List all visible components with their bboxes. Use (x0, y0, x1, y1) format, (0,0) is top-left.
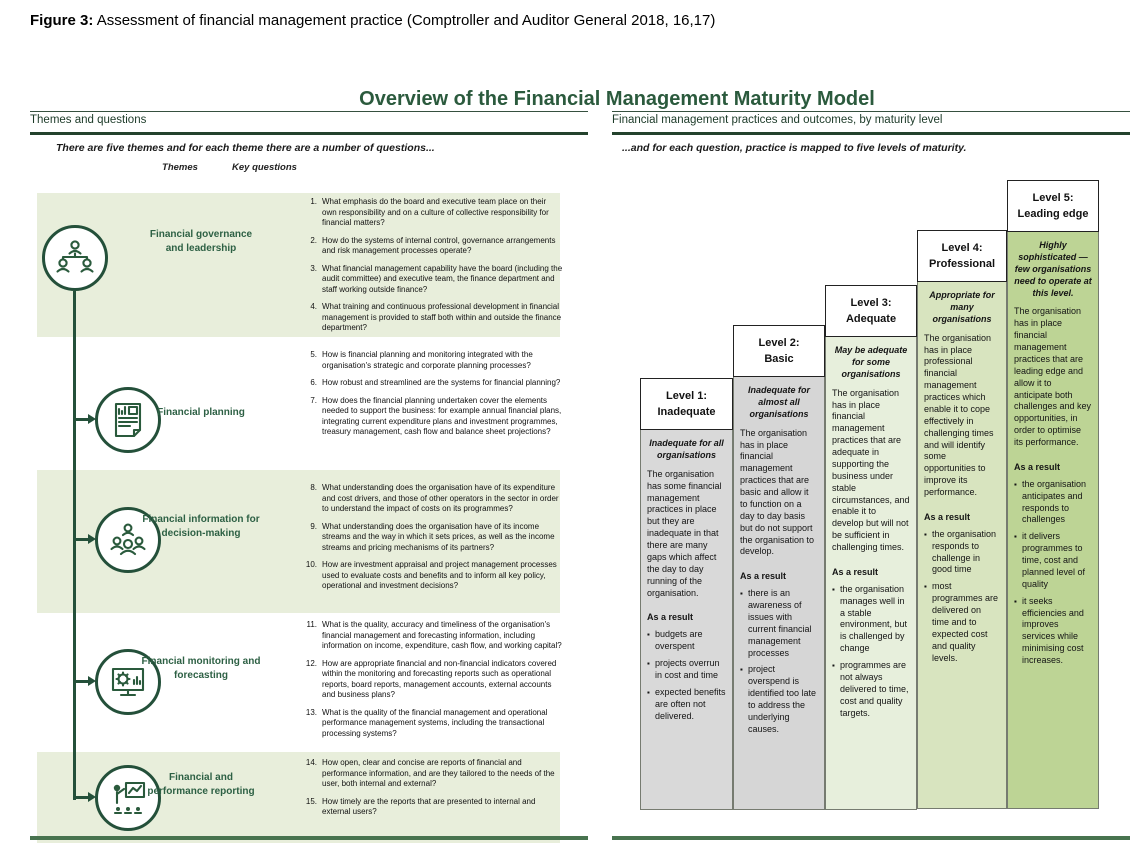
level-5-header (1007, 180, 1099, 232)
level-4-description: The organisation has in place professional financial management practices which enable it to cope effectively in challenging times and will identify some opportunities to improve its performance. (924, 332, 994, 497)
level-2-result: ▪ there is an awareness of issues with current financial management processes (740, 588, 818, 659)
connector-branch (75, 418, 89, 421)
financial-report-icon (106, 398, 150, 442)
level-2-suitability: Inadequate for almost all organisations (747, 385, 810, 419)
level-1-result: ▪ budgets are overspent (647, 629, 726, 653)
figure-title: Overview of the Financial Management Maturity Model (359, 88, 875, 110)
level-1-result: ▪ expected benefits are often not delivered. (647, 687, 726, 723)
right-panel-thick-rule (612, 132, 1130, 135)
question-item: 6. How robust and streamlined are the systems for financial planning? (310, 378, 561, 388)
question-list-planning (301, 350, 563, 445)
key-questions-column-header: Key questions (232, 162, 297, 173)
level-1-result-label: As a result (647, 612, 694, 623)
level-1-description: The organisation has some financial management practices in place but they are inadequate in that there are many gaps which affect the day to day running of the organisation. (647, 468, 722, 598)
level-2-name: Basic (764, 353, 794, 365)
level-3-body (825, 337, 917, 810)
level-4-name: Professional (928, 258, 996, 270)
left-panel-label: Themes and questions (30, 114, 147, 126)
level-1-header (640, 378, 733, 430)
level-5-number: Level 5: (1032, 192, 1074, 204)
right-panel-label: Financial management practices and outcomes, by maturity level (612, 114, 943, 126)
maturity-level-1-column (640, 378, 733, 810)
themes-column-header: Themes (162, 162, 198, 173)
connector-branch (75, 796, 89, 799)
question-item: 7. How does the financial planning undertaken cover the elements needed to support the business: for example annual financial plans, integrating current expenditure plans and investment programmes, treasury management, cash flow and balance sheet projections? (310, 395, 562, 437)
question-item: 11. What is the quality, accuracy and timeliness of the organisation's financial management and forecasting information, including information on income, expenditure, cash flow, and working capital? (306, 620, 562, 651)
question-item: 1. What emphasis do the board and executive team place on their own responsibility and on a culture of collective responsibility for financial matters? (310, 197, 549, 228)
question-item: 2. How do the systems of internal control, governance arrangements and risk management processes operate? (310, 235, 556, 256)
level-3-suitability: May be adequate for some organisations (834, 345, 908, 379)
level-5-name: Leading edge (1017, 208, 1089, 220)
level-4-header (917, 230, 1007, 282)
level-4-number: Level 4: (941, 242, 983, 254)
figure-caption-text: Assessment of financial management practice (Comptroller and Auditor General 2018, 16,17) (96, 12, 716, 29)
maturity-level-4-column (917, 230, 1007, 809)
question-item: 9. What understanding does the organisation have of its income streams and the way in which it sets prices, as well as the income streams and pricing mechanisms of its partners? (310, 521, 555, 552)
question-item: 10. How are investment appraisal and project management processes used to evaluate costs and benefits and to inform all key policy, operational and investment decisions? (305, 560, 557, 591)
level-4-result-label: As a result (924, 511, 971, 522)
question-item: 13. What is the quality of the financial management and operational performance management systems, including the transactional processing systems? (305, 707, 548, 738)
question-list-monitoring (301, 620, 563, 746)
level-2-result-label: As a result (740, 571, 787, 582)
level-2-number: Level 2: (758, 337, 800, 349)
figure-caption (30, 12, 715, 29)
level-1-body (640, 430, 733, 810)
level-3-result: ▪ programmes are not always delivered to time, cost and quality targets. (832, 660, 910, 719)
level-5-description: The organisation has in place financial management practices that are leading edge and allow it to anticipate both challenges and key opportunities, in order to optimise its performance. (1014, 306, 1092, 447)
right-panel-bottom-rule (612, 836, 1130, 840)
left-panel-bottom-rule (30, 836, 588, 840)
level-2-result: ▪ project overspend is identified too late to address the underlying causes. (740, 664, 818, 735)
org-chart-icon (53, 236, 97, 280)
level-5-result: ▪ it seeks efficiencies and improves services while minimising cost increases. (1014, 596, 1092, 667)
level-5-result: ▪ it delivers programmes to time, cost and planned level of quality (1014, 531, 1092, 590)
question-item: 5. How is financial planning and monitoring integrated with the organisation's strategic and corporate planning processes? (310, 350, 533, 370)
question-list-reporting (301, 758, 563, 825)
left-panel-intro: There are five themes and for each theme there are a number of questions... (56, 142, 435, 154)
connector-branch (75, 538, 89, 541)
question-list-governance (301, 197, 563, 341)
level-5-result-label: As a result (1014, 461, 1061, 472)
level-4-body (917, 282, 1007, 809)
question-item: 3. What financial management capability have the board (including the audit committee) and executive team, the finance department and staff working outside finance? (310, 263, 563, 294)
maturity-level-2-column (733, 325, 825, 810)
level-3-description: The organisation has in place financial management practices that are adequate in supporting the business under stable circumstances, and enable it to develop but will not be sufficient in challenging times. (832, 387, 910, 552)
question-item: 12. How are appropriate financial and non-financial indicators covered within the monitoring and forecasting reports such as operational reports, board reports, management accounts, external accounts and business plans? (305, 658, 557, 700)
question-item: 14. How open, clear and concise are reports of financial and performance information, and are they tailored to the needs of the user, both internal and external? (305, 758, 555, 789)
level-3-number: Level 3: (850, 297, 892, 309)
level-2-body (733, 377, 825, 810)
question-item: 8. What understanding does the organisation have of its expenditure and cost drivers, and those of other operators in the sector in order to understand the impact of costs on its programmes? (310, 483, 559, 514)
level-5-suitability: Highly sophisticated — few organisations need to operate at this level. (1014, 240, 1092, 298)
level-3-result-label: As a result (832, 566, 879, 577)
level-4-result: ▪ most programmes are delivered on time and to expected cost and quality levels. (924, 581, 1000, 664)
level-2-description: The organisation has in place financial management practices that are basic and allow it to function on a day to day basis but do not support the organisation to develop. (740, 427, 815, 557)
maturity-level-5-column (1007, 180, 1099, 809)
level-5-result: ▪ the organisation anticipates and responds to challenges (1014, 479, 1092, 527)
theme-label-information: Financial information for decision-making (142, 514, 260, 539)
level-5-body (1007, 232, 1099, 809)
right-panel-intro: ...and for each question, practice is mapped to five levels of maturity. (622, 142, 967, 154)
level-3-header (825, 285, 917, 337)
maturity-level-3-column (825, 285, 917, 810)
left-panel-thick-rule (30, 132, 588, 135)
left-panel-top-rule (30, 111, 588, 112)
level-2-header (733, 325, 825, 377)
figure-caption-label: Figure 3: (30, 12, 94, 29)
level-1-number: Level 1: (666, 390, 707, 402)
right-panel-top-rule (612, 111, 1130, 112)
level-1-suitability: Inadequate for all organisations (649, 438, 724, 460)
level-1-name: Inadequate (657, 406, 716, 418)
theme-label-planning: Financial planning (157, 407, 245, 418)
level-3-name: Adequate (845, 313, 897, 325)
question-list-information (301, 483, 563, 599)
level-1-result: ▪ projects overrun in cost and time (647, 658, 726, 682)
level-4-result: ▪ the organisation responds to challenge in good time (924, 529, 1000, 577)
question-item: 4. What training and continuous professional development in financial management is provided to staff both within and outside the finance department? (310, 302, 562, 333)
theme-icon-circle (95, 387, 161, 453)
theme-icon-circle (42, 225, 108, 291)
theme-label-governance: Financial governance and leadership (149, 229, 253, 254)
theme-label-monitoring: Financial monitoring and forecasting (141, 656, 261, 681)
question-item: 15. How timely are the reports that are presented to internal and external users? (305, 796, 536, 817)
level-3-result: ▪ the organisation manages well in a stable environment, but is challenged by change (832, 584, 910, 655)
level-4-suitability: Appropriate for many organisations (929, 290, 995, 324)
theme-label-reporting: Financial and performance reporting (147, 772, 255, 797)
connector-branch (75, 680, 89, 683)
theme-connector-line (73, 291, 76, 800)
